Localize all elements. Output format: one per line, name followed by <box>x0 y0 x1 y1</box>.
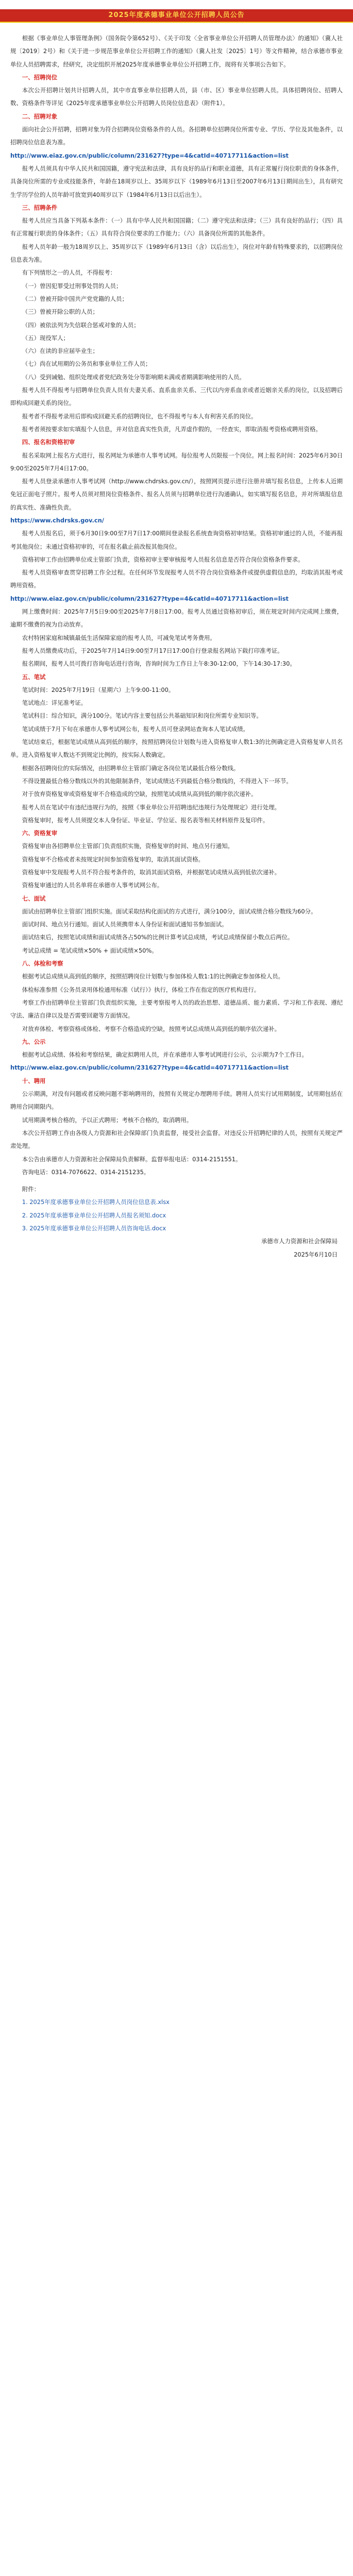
paragraph: 报考人员在笔试中有违纪违规行为的，按照《事业单位公开招聘违纪违规行为处理规定》进行处理。 <box>22 803 280 811</box>
paragraph: 报考人员登录承德市人事考试网（http://www.chdrsks.gov.cn/），按照网页提示进行注册并填写报名信息，上传本人近期免冠正面电子照片。报考人员须对照岗位资格条件、报名人员须与招聘单位进行沟通确认，如实填写报名信息，并对所填报信息的真实性、准确性负责。 <box>10 478 343 511</box>
list-item: （四）被依法列为失信联合惩戒对象的人员； <box>22 321 140 329</box>
paragraph: 报考人员须具有中华人民共和国国籍，遵守宪法和法律，具有良好的品行和职业道德，具有正常履行岗位职责的身体条件，具备岗位所需的专业或技能条件，年龄在18周岁以上、35周岁以下（1989年6月13日至2007年6月13日期间出生），具有研究生学历学位的人员年龄可放宽到40周岁以下（1984年6月13日以后出生）。 <box>10 164 343 198</box>
article-link[interactable]: https://www.chdrsks.gov.cn/ <box>10 516 104 524</box>
paragraph: 网上缴费时间：2025年7月5日9:00至2025年7月8日17:00。报考人员通过资格初审后，须在规定时间内完成网上缴费，逾期不缴费的视为自动放弃。 <box>10 608 343 629</box>
publish-date: 2025年6月10日 <box>294 1250 338 1258</box>
section-heading: 九、公示 <box>22 1038 46 1045</box>
section-heading: 三、招聘条件 <box>22 204 58 211</box>
paragraph: 根据各招聘岗位的实际情况，由招聘单位主管部门确定各岗位笔试最低合格分数线。 <box>22 764 240 772</box>
paragraph: 考试总成绩 = 笔试成绩×50% + 面试成绩×50%。 <box>22 946 158 954</box>
section-heading: 六、资格复审 <box>22 829 58 837</box>
attachment-link[interactable]: 1. 2025年度承德事业单位公开招聘人员岗位信息表.xlsx <box>22 1198 170 1206</box>
article-link[interactable]: http://www.eiaz.gov.cn/public/column/231627?type=4&catId=40717711&action=list <box>10 595 289 602</box>
paragraph: 笔试时间：2025年7月19日（星期六）上午9:00-11:00。 <box>22 686 175 693</box>
paragraph: 笔试结束后，根据笔试成绩从高到低的顺序，按照招聘岗位计划数与进入资格复审人数1:3的比例确定进入资格复审人员名单。进入资格复审人数达不到规定比例的，按实际人数确定。 <box>10 738 343 759</box>
paragraph: 考察工作由招聘单位主管部门负责组织实施，主要考察报考人员的政治思想、道德品质、能力素质、学习和工作表现、遵纪守法、廉洁自律以及是否需要回避等方面情况。 <box>10 998 343 1020</box>
section-heading: 十、聘用 <box>22 1077 46 1084</box>
article-link[interactable]: http://www.eiaz.gov.cn/public/column/231627?type=4&catId=40717711&action=list <box>10 1064 289 1072</box>
paragraph: 资格复审时，报考人员须提交本人身份证、毕业证、学位证、报名表等相关材料原件及复印件。 <box>22 816 269 824</box>
paragraph: 笔试成绩于7月下旬在承德市人事考试网公布，报考人员可登录网站查询本人笔试成绩。 <box>22 725 249 733</box>
list-item: （八）受到诫勉、组织处理或者党纪政务处分等影响期未满或者期满影响使用的人员。 <box>22 373 245 381</box>
attachments <box>10 1183 343 1235</box>
list-item: （三）曾被开除公职的人员； <box>22 308 98 316</box>
section-heading: 五、笔试 <box>22 673 46 681</box>
paragraph: 资格复审通过的人员名单将在承德市人事考试网公布。 <box>22 882 163 889</box>
paragraph: 有下列情形之一的人员，不得报考： <box>22 269 116 277</box>
paragraph: 报考者不得报考录用后即构成回避关系的招聘岗位，也不得报考与本人有利害关系的岗位。 <box>22 412 257 420</box>
paragraph: 报考人员应当具备下列基本条件：（一）具有中华人民共和国国籍；（二）遵守宪法和法律；（三）具有良好的品行；（四）具有正常履行职责的身体条件；（五）具有符合岗位要求的工作能力；（六）具备岗位所需的其他条件。 <box>10 217 343 238</box>
article-body <box>10 32 343 2576</box>
section-heading: 八、体检和考察 <box>22 960 63 968</box>
paragraph: 报考人员不得报考与招聘单位负责人员有夫妻关系、直系血亲关系、三代以内旁系血亲或者近姻亲关系的岗位，以及招聘后即构成回避关系的岗位。 <box>10 386 343 407</box>
paragraph: 报考者须按要求如实填报个人信息，并对信息真实性负责，凡弄虚作假的，一经查实，即取消报考资格或聘用资格。 <box>22 425 322 433</box>
paragraph: 资格初审工作由招聘单位或主管部门负责，资格初审主要审核报考人员报名信息是否符合岗位资格条件要求。 <box>22 555 304 563</box>
paragraph: 对放弃体检、考察资格或体检、考察不合格造成的空缺，按照考试总成绩从高到低的顺序依次递补。 <box>22 1025 280 1032</box>
paragraph: 面向社会公开招聘，招聘对象为符合招聘岗位资格条件的人员。各招聘单位招聘岗位所需专业、学历、学位及其他条件，以招聘岗位信息表为准。 <box>10 126 343 146</box>
attachment-link[interactable]: 3. 2025年度承德事业单位公开招聘人员咨询电话.docx <box>22 1225 166 1232</box>
paragraph: 根据考试总成绩从高到低的顺序，按照招聘岗位计划数与参加体检人数1:1的比例确定参加体检人员。 <box>22 973 284 980</box>
paragraph: 体检标准参照《公务员录用体检通用标准（试行）》执行，体检工作在指定的医疗机构进行。 <box>22 986 260 993</box>
paragraph: 报考人员报名后，须于6月30日9:00至7月7日17:00期间登录报名系统查询资格初审结果。资格初审通过的人员，不能再报考其他岗位；未通过资格初审的，可在报名截止前改报其他岗位。 <box>10 530 343 550</box>
paragraph: 农村特困家庭和城镇最低生活保障家庭的报考人员，可减免笔试考务费用。 <box>22 634 216 641</box>
paragraph: 面试由招聘单位主管部门组织实施。面试采取结构化面试的方式进行，满分100分，面试成绩合格分数线为60分。 <box>22 907 317 915</box>
paragraph: 咨询电话：0314-7076622、0314-2151235。 <box>22 1168 150 1176</box>
section-heading: 四、报名和资格初审 <box>22 438 75 446</box>
paragraph: 公示期满，对没有问题或者反映问题不影响聘用的，按照有关规定办理聘用手续。聘用人员实行试用期制度，试用期包括在聘用合同期限内。 <box>10 1090 343 1111</box>
list-item: （六）在读的非应届毕业生； <box>22 347 98 355</box>
section-heading: 二、招聘对象 <box>22 112 58 120</box>
article-link[interactable]: http://www.eiaz.gov.cn/public/column/231627?type=4&catId=40717711&action=list <box>10 151 289 159</box>
paragraph: 本公告由承德市人力资源和社会保障局负责解释。监督举报电话：0314-2151551。 <box>22 1155 242 1163</box>
paragraph: 笔试地点：详见准考证。 <box>22 699 87 707</box>
paragraph: 资格复审中发现报考人员不符合报考条件的，取消其面试资格，并根据笔试成绩从高到低依次递补。 <box>22 869 280 876</box>
paragraph: 报考人员年龄一般为18周岁以上、35周岁以下（1989年6月13日（含）以后出生），岗位对年龄有特殊要求的，以招聘岗位信息表为准。 <box>10 243 343 264</box>
paragraph: 试用期满考核合格的，予以正式聘用；考核不合格的，取消聘用。 <box>22 1116 193 1124</box>
list-item: （一）曾因犯罪受过刑事处罚的人员； <box>22 282 122 290</box>
paragraph: 面试时间、地点另行通知。面试人员须携带本人身份证和面试通知书参加面试。 <box>22 921 228 928</box>
paragraph: 资格复审由各招聘单位主管部门负责组织实施，资格复审的时间、地点另行通知。 <box>22 842 233 850</box>
paragraph: 不得设置最低合格分数线以外的其他限制条件，笔试成绩达不到最低合格分数线的，不得进入下一环节。 <box>22 777 292 785</box>
paragraph: 报考人员资格审查贯穿招聘工作全过程。在任何环节发现报考人员不符合岗位资格条件或提供虚假信息的，均取消其报考或聘用资格。 <box>10 569 343 589</box>
attachments-label: 附件： <box>22 1185 40 1193</box>
paragraph: 本次公开招聘工作由各级人力资源和社会保障部门负责监督，接受社会监督。对违反公开招聘纪律的人员，按照有关规定严肃处理。 <box>10 1129 343 1150</box>
title-bar <box>0 9 353 23</box>
paragraph: 报名期间，报考人员可拨打咨询电话进行咨询，咨询时间为工作日上午8:30-12:00，下午14:30-17:30。 <box>22 660 296 668</box>
paragraph: 根据《事业单位人事管理条例》（国务院令第652号）、《关于印发〈全省事业单位公开招聘人员管理办法〉的通知》（冀人社规〔2019〕2号）和《关于进一步规范事业单位公开招聘工作的通知》（冀人社发〔2025〕1号）等文件精神，结合承德市事业单位人员招聘需求，经研究，决定组织开展2025年度承德事业单位公开招聘工作，现将有关事项公告如下。 <box>10 35 343 68</box>
section-heading: 一、招聘岗位 <box>22 73 58 81</box>
paragraph: 根据考试总成绩、体检和考察结果，确定拟聘用人员，并在承德市人事考试网进行公示，公示期为7个工作日。 <box>22 1051 308 1059</box>
paragraph: 报名采取网上报名方式进行，报名网址为承德市人事考试网。每位报考人员限报一个岗位。网上报名时间：2025年6月30日9:00至2025年7月4日17:00。 <box>10 451 343 472</box>
paragraph: 资格复审不合格或者未按规定时间参加资格复审的，取消其面试资格。 <box>22 855 204 863</box>
page-title: 2025年度承德事业单位公开招聘人员公告 <box>108 11 245 19</box>
paragraph: 笔试科目：综合知识，满分100分。笔试内容主要包括公共基础知识和岗位所需专业知识等。 <box>22 712 262 720</box>
paragraph: 本次公开招聘计划共计招聘人员，其中市直事业单位招聘人员，县（市、区）事业单位招聘人员。具体招聘岗位、招聘人数、资格条件等详见《2025年度承德事业单位公开招聘人员岗位信息表》（附件1）。 <box>10 87 343 107</box>
section-heading: 七、面试 <box>22 894 46 902</box>
paragraph: 面试结束后，按照笔试成绩和面试成绩各占50%的比例计算考试总成绩，考试总成绩保留小数点后两位。 <box>22 934 294 941</box>
list-item: （二）曾被开除中国共产党党籍的人员； <box>22 295 128 302</box>
paragraph: 对于放弃资格复审或资格复审不合格造成的空缺，按照笔试成绩从高到低的顺序依次递补。 <box>22 790 257 798</box>
attachment-link[interactable]: 2. 2025年度承德事业单位公开招聘人员报名须知.docx <box>22 1211 166 1219</box>
signature: 承德市人力资源和社会保障局 <box>261 1238 338 1245</box>
list-item: （七）尚在试用期的公务员和事业单位工作人员； <box>22 360 152 368</box>
paragraph: 报考人员缴费成功后，于2025年7月14日9:00至7月17日17:00自行登录报名网站下载打印准考证。 <box>22 647 283 654</box>
list-item: （五）现役军人； <box>22 334 69 342</box>
